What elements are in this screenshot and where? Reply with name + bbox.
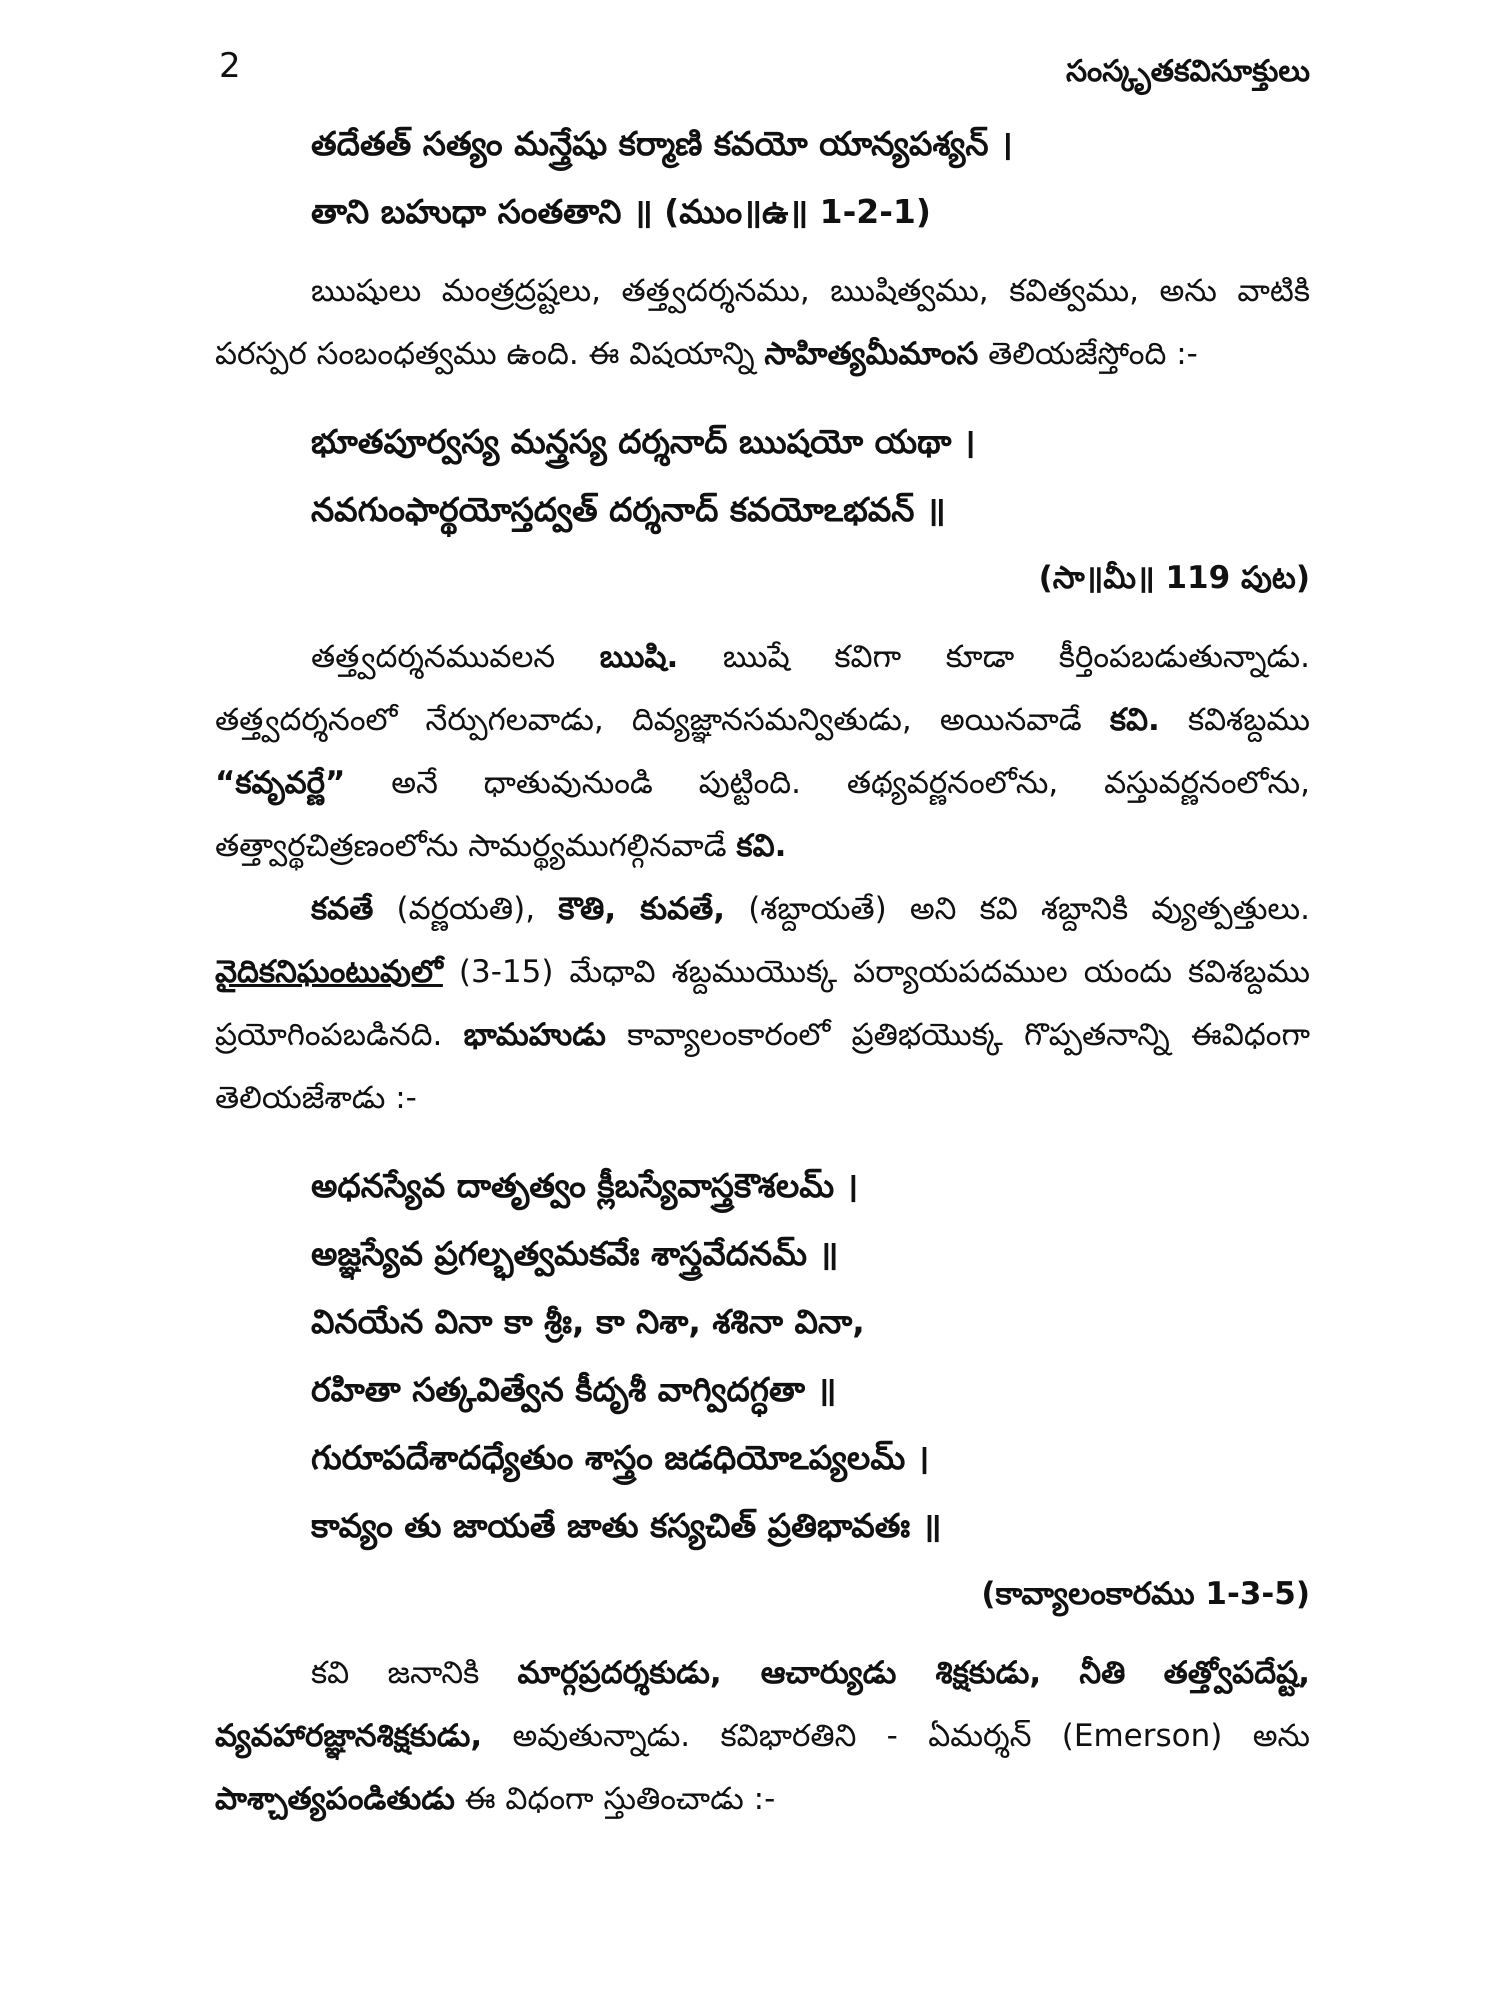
bold-term: వ్యవహారజ్ఞానశిక్షకుడు, [215,1718,483,1754]
paragraph-2 [215,626,1310,878]
verse-line: కావ్యం తు జాయతే జాతు కస్యచిత్ ప్రతిభావతః ॥ [311,1506,942,1545]
text-run: ఋషులు మంత్రద్రష్టలు, తత్త్వదర్శనము, ఋషిత్వము, కవిత్వము, అను వాటికి పరస్పర సంబంధత్వము ఉంది. ఈ విషయాన్ని [215,273,1310,372]
text-run: తత్త్వదర్శనమువలన [311,639,600,675]
verse-block-1 [215,110,1310,246]
bold-term: నీతి [1079,1655,1126,1691]
verse-line: తదేతత్ సత్యం మన్త్రేషు కర్మాణి కవయో యాన్యపశ్యన్ । [311,124,1013,163]
page-header [215,40,1310,110]
text-run: కావ్యాలంకారంలో ప్రతిభయొక్క గొప్పతనాన్ని ఈవిధంగా తెలియజేశాడు :- [215,1017,1311,1116]
paragraph-3 [215,878,1310,1130]
text-run: కవిశబ్దము [1159,702,1310,738]
text-run: ఈ విధంగా స్తుతించాడు :- [454,1781,776,1817]
text-run: (వర్ణయతి), [373,891,559,927]
paragraph-1 [215,260,1310,386]
page-number: 2 [219,46,241,86]
bold-term: భామహుడు [463,1017,606,1053]
bold-term: కవి. [736,828,787,864]
verse-line: తాని బహుధా సంతతాని ॥ (ముం॥ఉ॥ 1-2-1) [311,192,931,231]
bold-term: “కవృవర్ణే” [215,765,346,801]
bold-term: ఋషి. [599,639,679,675]
verse-line: భూతపూర్వస్య మన్త్రస్య దర్శనాద్ ఋషయో యథా । [311,422,976,461]
text-run: అవుతున్నాడు. కవిభారతిని - ఏమర్శన్ (Emerson) అను [482,1718,1310,1754]
bold-term: సాహిత్యమీమాంస [764,336,979,372]
verse-line: రహితా సత్కవిత్వేన కీదృశీ వాగ్విదగ్ధతా ॥ [311,1370,837,1409]
verse-reference: (సా॥మీ॥ 119 పుట) [1038,560,1310,596]
verse-line: అజ్ఞస్యేవ ప్రగల్భత్వమకవేః శాస్త్రవేదనమ్ ॥ [311,1234,839,1273]
verse-line: వినయేన వినా కా శ్రీః, కా నిశా, శశినా వినా, [311,1302,865,1341]
bold-term: కవి. [1109,702,1160,738]
paragraph-4 [215,1642,1310,1831]
text-run: ఋషే కవిగా కూడా కీర్తింపబడుతున్నాడు. తత్త్వదర్శనంలో నేర్పుగలవాడు, దివ్యజ్ఞానసమన్వితుడు, అయినవాడే [215,639,1310,738]
verse-block-3 [215,1152,1310,1560]
verse-reference: (కావ్యాలంకారము 1-3-5) [981,1576,1310,1612]
text-run: (శబ్దాయతే) అని కవి శబ్దానికి వ్యుత్పత్తులు. [725,891,1310,927]
underlined-term: వైదికనిఘంటువులో [215,954,443,990]
verse-line: నవగుంఫార్థయోస్తద్వత్ దర్శనాద్ కవయోఽభవన్ ॥ [311,490,946,529]
bold-term: తత్త్వోపదేష్ట, [1163,1655,1310,1691]
bold-term: మార్గప్రదర్శకుడు, ఆచార్యుడు శిక్షకుడు, [517,1655,1042,1691]
bold-term: కవతే [311,891,374,927]
text-run: (3-15) మేధావి శబ్దముయొక్క పర్యాయపదముల యందు కవిశబ్దము ప్రయోగింపబడినది. [215,954,1310,1053]
verse-line: అధనస్యేవ దాతృత్వం క్లీబస్యేవాస్త్రకౌశలమ్ । [311,1166,859,1205]
bold-term: పాశ్చాత్యపండితుడు [215,1781,455,1817]
text-run: కవి జనానికి [311,1655,518,1691]
verse-block-2 [215,408,1310,544]
bold-term: కౌతి, కువతే, [558,891,726,927]
verse-line: గురూపదేశాదధ్యేతుం శాస్త్రం జడధియోఽప్యలమ్ । [311,1438,930,1477]
text-run: తెలియజేస్తోంది :- [978,336,1198,372]
running-title: సంస్కృతకవిసూక్తులు [1065,54,1310,89]
text-run: అనే ధాతువునుండి పుట్టింది. తథ్యవర్ణనంలోను, వస్తువర్ణనంలోను, తత్త్వార్థచిత్రణంలోను సామర్థ్యముగల్గినవాడే [215,765,1310,864]
